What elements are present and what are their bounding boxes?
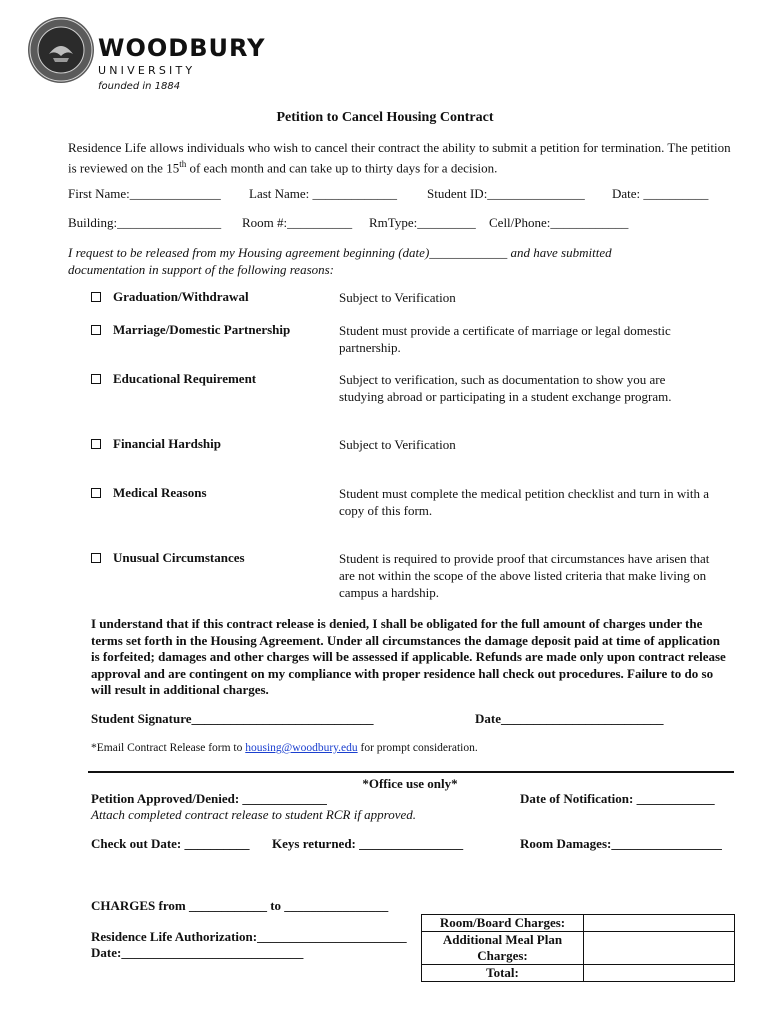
charges-table [421,914,735,982]
checkbox-unusual[interactable] [91,553,101,563]
table-row [422,932,735,965]
authorization-date-field[interactable]: Date:____________________________ [91,945,304,960]
last-name-field[interactable]: Last Name: _____________ [249,186,398,201]
intro-superscript: th [179,159,187,169]
intro-text-end: of each month and can take up to thirty days for a decision. [186,160,498,176]
room-board-charges-value[interactable] [584,915,735,932]
reason-label: Unusual Circumstances [113,550,245,565]
cell-phone-field[interactable]: Cell/Phone:____________ [489,215,629,230]
brand-founded: founded in 1884 [98,81,181,92]
petition-approved-field[interactable]: Petition Approved/Denied: _____________ [91,791,327,806]
email-note-suffix: for prompt consideration. [357,742,478,754]
student-signature-field[interactable]: Student Signature____________________________ [91,711,374,726]
room-field[interactable]: Room #:__________ [242,215,353,230]
reason-description: Student must provide a certificate of marriage or legal domestic partnership. [339,323,671,355]
building-field[interactable]: Building:________________ [68,215,222,230]
first-name-field[interactable]: First Name:______________ [68,186,221,201]
checkbox-medical[interactable] [91,488,101,498]
brand-wordmark [98,36,266,94]
reason-label: Graduation/Withdrawal [113,289,249,304]
reason-description: Student is required to provide proof that circumstances have arisen that are not within the scope of the above listed criteria that make living on campus a hardship. [339,551,710,600]
room-damages-field[interactable]: Room Damages:_________________ [520,836,722,851]
office-divider [88,771,734,773]
reason-description: Subject to Verification [339,290,456,305]
checkout-date-field[interactable]: Check out Date: __________ [91,836,250,851]
reason-description: Subject to verification, such as documentation to show you are studying abroad or participating in a student exchange program. [339,372,672,404]
rmtype-field[interactable]: RmType:_________ [369,215,476,230]
meal-plan-label-line1: Additional Meal Plan [442,932,563,947]
charges-from-field[interactable]: CHARGES from ____________ to ________________ [91,898,389,913]
brand-subtitle: UNIVERSITY [98,64,196,77]
room-board-charges-label: Room/Board Charges: [422,915,584,932]
reason-description: Student must complete the medical petition checklist and turn in with a copy of this form. [339,486,710,518]
intro-text: Residence Life allows individuals who wish to cancel their contract the ability to submit a petition for termination. The petition is reviewed on the 15 [68,140,731,176]
student-id-field[interactable]: Student ID:_______________ [427,186,585,201]
meal-plan-charges-value[interactable] [584,932,735,965]
email-note [91,742,478,754]
table-row [422,915,735,932]
checkbox-marriage[interactable] [91,325,101,335]
checkbox-graduation[interactable] [91,292,101,302]
intro-paragraph [68,139,734,176]
understanding-statement: I understand that if this contract release is denied, I shall be obligated for the full amount of charges under the terms set forth in the Housing Agreement. Under all circumstances the damage deposit paid at time of application is forfeited; damages and other charges will be assessed if applicable. Refunds are made only upon contract release approval and are contingent on my compliance with proper residence hall check out procedures. Failure to do so will result in additional charges. [91,616,726,697]
residence-life-authorization-field[interactable]: Residence Life Authorization:_______________________ [91,929,407,944]
date-field[interactable]: Date: __________ [612,186,709,201]
document-title: Petition to Cancel Housing Contract [276,110,494,125]
keys-returned-field[interactable]: Keys returned: ________________ [272,836,464,851]
reason-label: Marriage/Domestic Partnership [113,322,291,337]
brand-name: WOODBURY [98,34,266,62]
office-use-heading: *Office use only* [362,776,458,791]
reason-label: Educational Requirement [113,371,257,386]
meal-plan-charges-label [422,932,584,965]
date-of-notification-field[interactable]: Date of Notification: ____________ [520,791,715,806]
reason-label: Financial Hardship [113,436,221,451]
table-row [422,965,735,982]
checkbox-educational[interactable] [91,374,101,384]
university-seal-logo [27,16,95,84]
attach-note: Attach completed contract release to student RCR if approved. [91,807,417,822]
total-value[interactable] [584,965,735,982]
signature-date-field[interactable]: Date_________________________ [475,711,664,726]
meal-plan-label-line2: Charges: [477,948,528,963]
total-label: Total: [422,965,584,982]
email-note-prefix: *Email Contract Release form to [91,742,246,754]
housing-email-link[interactable]: housing@woodbury.edu [245,742,358,754]
reason-label: Medical Reasons [113,485,207,500]
request-statement: I request to be released from my Housing agreement beginning (date)____________ and have submitted documentation in support of the following reasons: [68,245,612,277]
checkbox-financial[interactable] [91,439,101,449]
reason-description: Subject to Verification [339,437,456,452]
